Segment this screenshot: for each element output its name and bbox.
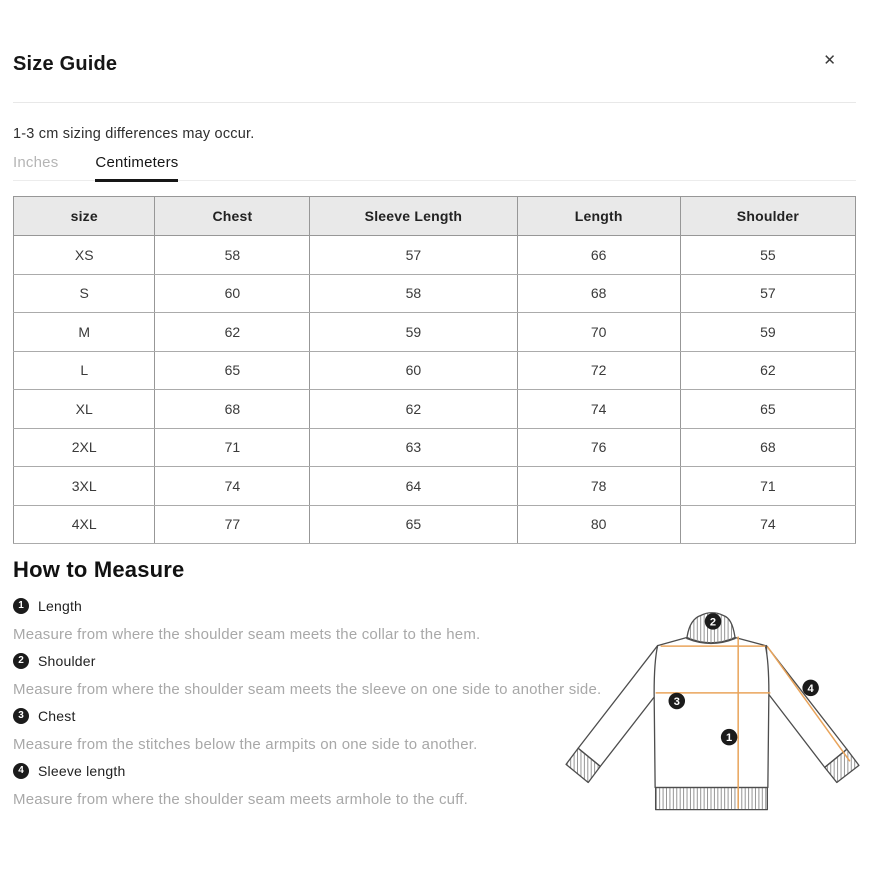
marker-4-label: 4 (807, 682, 814, 695)
left-sleeve (578, 646, 658, 767)
cell-sleeve: 57 (310, 236, 517, 275)
cell-chest: 74 (155, 467, 310, 506)
cell-chest: 60 (155, 274, 310, 313)
number-badge: 2 (13, 653, 29, 669)
table-row (14, 236, 856, 275)
number-badge: 1 (13, 598, 29, 614)
cell-sleeve: 63 (310, 428, 517, 467)
measure-description: Measure from where the shoulder seam meets the sleeve on one side to another side. (13, 681, 602, 698)
cell-length: 76 (517, 428, 680, 467)
cell-sleeve: 64 (310, 467, 517, 506)
cell-shoulder: 55 (680, 236, 855, 275)
marker-2-label: 2 (709, 616, 717, 629)
cell-length: 68 (517, 274, 680, 313)
table-row (14, 313, 856, 352)
table-row (14, 351, 856, 390)
sizing-note: 1-3 cm sizing differences may occur. (13, 126, 255, 142)
close-button[interactable] (817, 50, 842, 72)
cell-shoulder: 65 (680, 390, 855, 429)
table-row (14, 505, 856, 544)
cell-shoulder: 59 (680, 313, 855, 352)
cell-size: 4XL (14, 505, 155, 544)
size-table (13, 196, 856, 544)
measure-label: Shoulder (38, 652, 96, 669)
cell-shoulder: 74 (680, 505, 855, 544)
tab-inches[interactable]: Inches (13, 154, 59, 171)
cell-chest: 62 (155, 313, 310, 352)
cell-size: XL (14, 390, 155, 429)
cell-size: XS (14, 236, 155, 275)
cell-chest: 68 (155, 390, 310, 429)
tab-centimeters[interactable]: Centimeters (95, 154, 178, 182)
page-title: Size Guide (13, 53, 118, 75)
table-row (14, 467, 856, 506)
number-badge: 4 (13, 763, 29, 779)
cell-size: L (14, 351, 155, 390)
table-header-row (14, 197, 856, 236)
col-header-chest: Chest (155, 197, 310, 236)
close-icon[interactable]: ✕ (823, 52, 836, 69)
table-row (14, 428, 856, 467)
cell-length: 66 (517, 236, 680, 275)
table-row (14, 390, 856, 429)
table-row (14, 274, 856, 313)
marker-1-label: 1 (726, 732, 733, 745)
cell-shoulder: 71 (680, 467, 855, 506)
measure-label: Sleeve length (38, 762, 126, 779)
cell-sleeve: 62 (310, 390, 517, 429)
cell-length: 80 (517, 505, 680, 544)
modal-header (13, 50, 856, 78)
unit-tabs (13, 154, 856, 181)
cell-shoulder: 57 (680, 274, 855, 313)
measure-description: Measure from the stitches below the armpits on one side to another. (13, 736, 478, 753)
cell-sleeve: 59 (310, 313, 517, 352)
cell-size: 2XL (14, 428, 155, 467)
cell-chest: 71 (155, 428, 310, 467)
cell-length: 72 (517, 351, 680, 390)
col-header-length: Length (517, 197, 680, 236)
col-header-size: size (14, 197, 155, 236)
measure-description: Measure from where the shoulder seam meets the collar to the hem. (13, 626, 481, 643)
marker-3-label: 3 (673, 695, 680, 708)
cell-length: 74 (517, 390, 680, 429)
cell-chest: 65 (155, 351, 310, 390)
sweater-outline (566, 613, 859, 810)
cell-length: 70 (517, 313, 680, 352)
measure-description: Measure from where the shoulder seam meets armhole to the cuff. (13, 791, 469, 808)
how-to-measure-title: How to Measure (13, 557, 185, 582)
sweater-diagram (556, 600, 868, 820)
number-badge: 3 (13, 708, 29, 724)
col-header-shoulder: Shoulder (680, 197, 855, 236)
cell-sleeve: 60 (310, 351, 517, 390)
cell-sleeve: 65 (310, 505, 517, 544)
cell-shoulder: 68 (680, 428, 855, 467)
col-header-sleeve: Sleeve Length (310, 197, 517, 236)
cell-shoulder: 62 (680, 351, 855, 390)
cell-size: M (14, 313, 155, 352)
cell-sleeve: 58 (310, 274, 517, 313)
cell-chest: 77 (155, 505, 310, 544)
cell-size: S (14, 274, 155, 313)
measure-label: Length (38, 597, 83, 614)
right-sleeve (766, 646, 847, 768)
measure-label: Chest (38, 707, 76, 724)
cell-size: 3XL (14, 467, 155, 506)
body (654, 638, 769, 788)
hem-rib (656, 787, 768, 809)
header-divider (13, 102, 856, 103)
cell-length: 78 (517, 467, 680, 506)
cell-chest: 58 (155, 236, 310, 275)
